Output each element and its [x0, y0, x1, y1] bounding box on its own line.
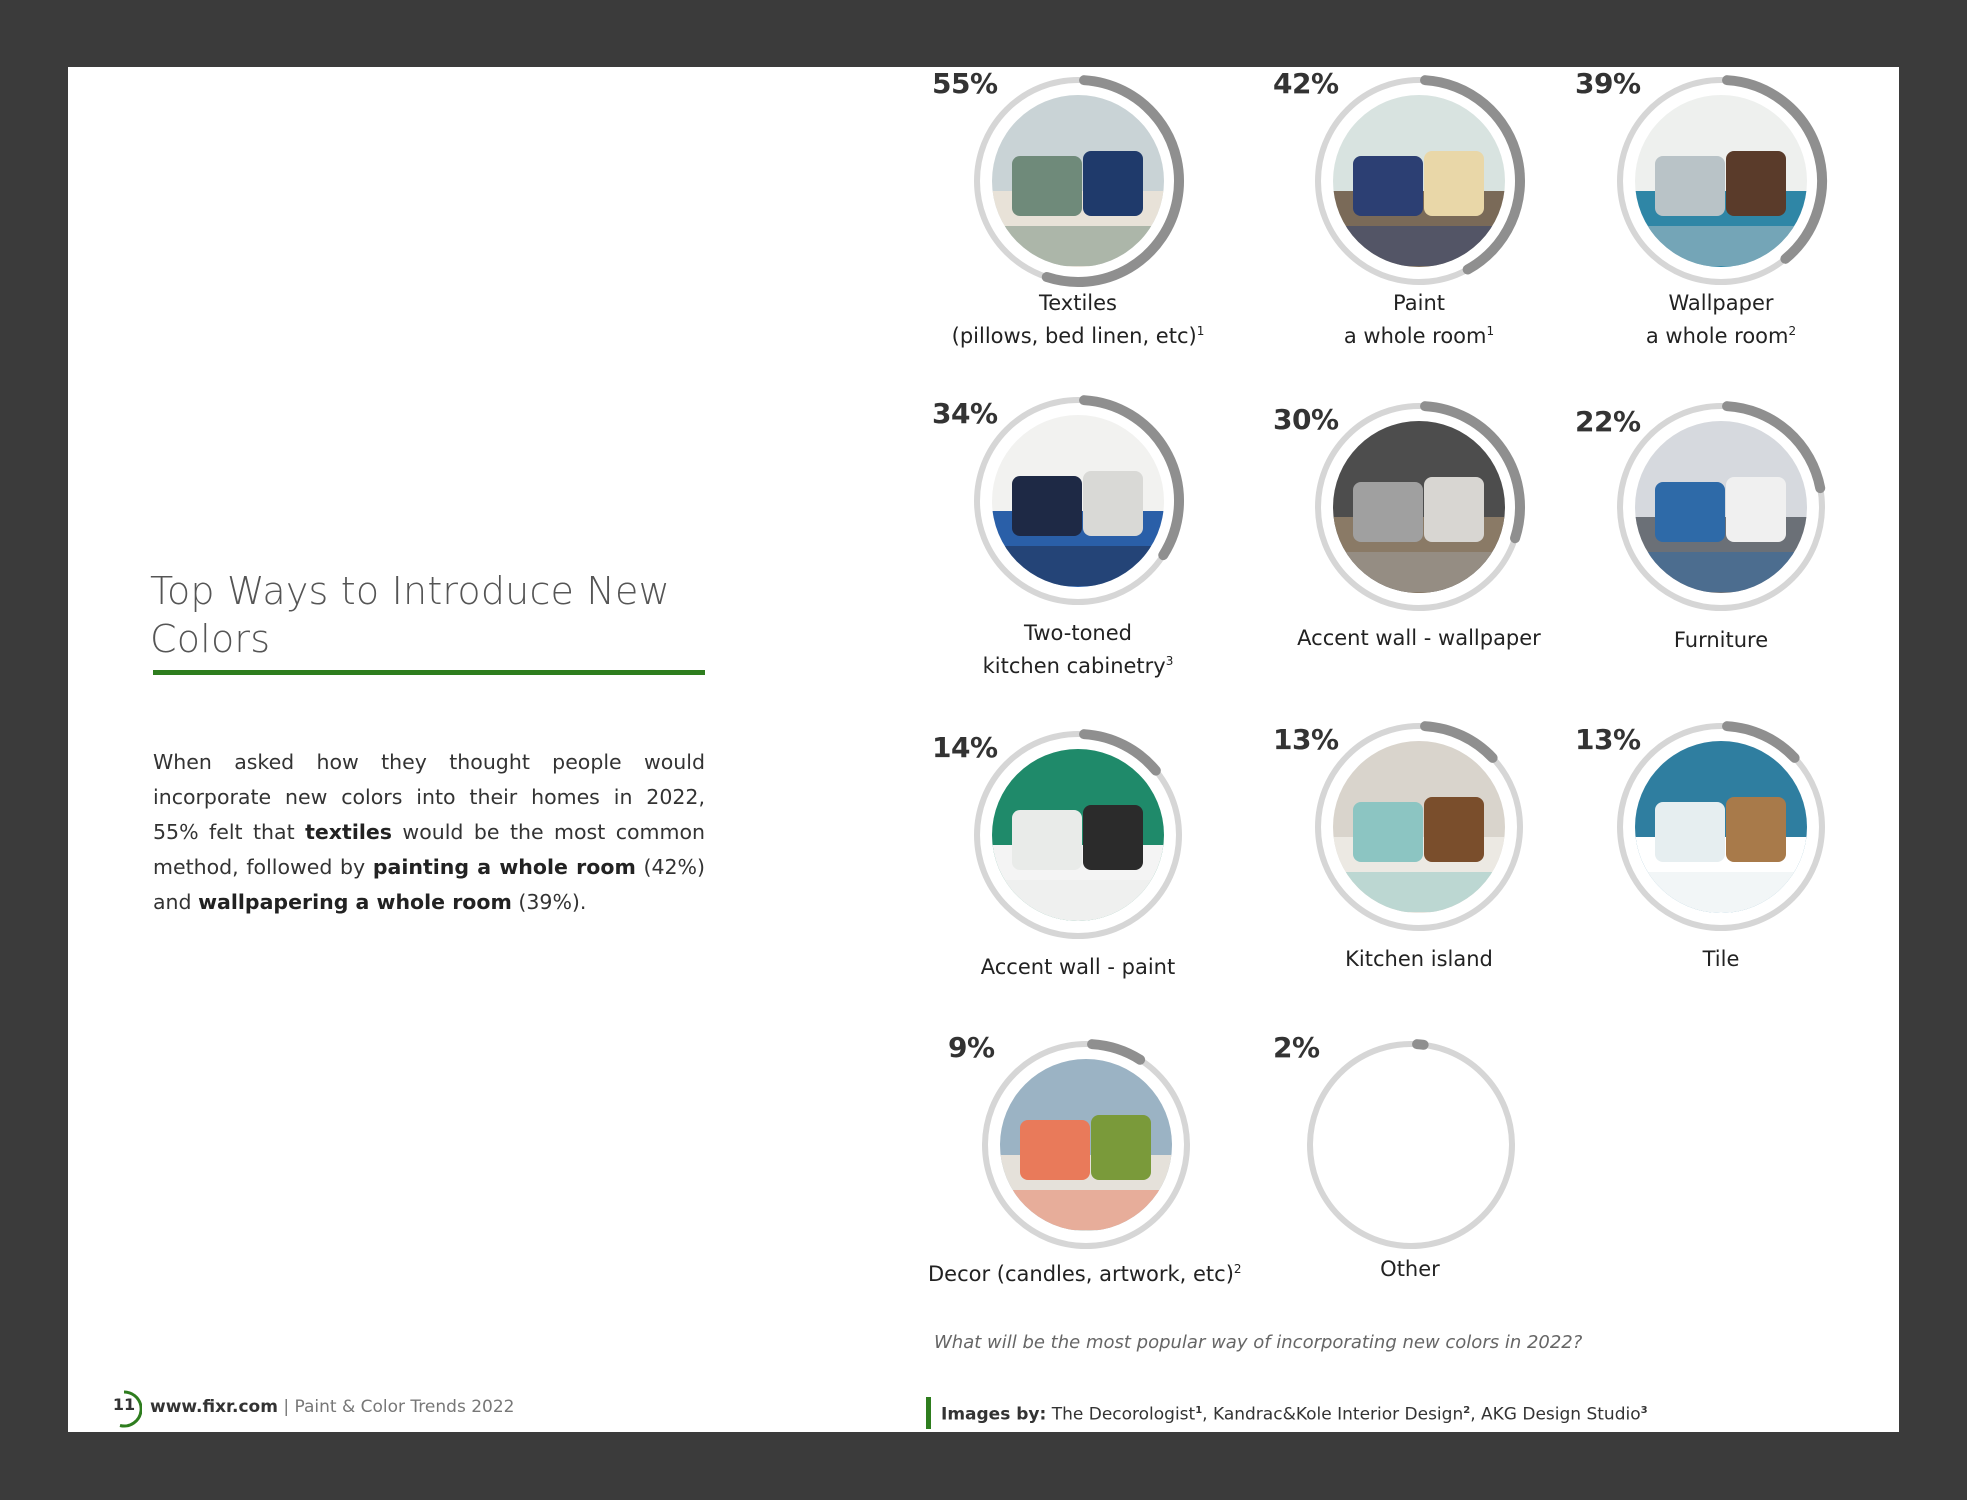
donut-ring — [1605, 393, 1837, 618]
item-label: Two-toned kitchen cabinetry$^3$ — [982, 621, 1174, 678]
publication-name: Paint & Color Trends 2022 — [294, 1397, 515, 1417]
ring-track — [1310, 1044, 1512, 1246]
tile-backsplash-photo — [1635, 741, 1807, 923]
image-credits: Images by: The Decorologist$^1$, Kandrac&Kole Interior Design$^2$, AKG Design Studio$^3$ — [926, 1397, 1648, 1429]
donut-ring — [970, 1031, 1202, 1256]
intro-paragraph: When asked how they thought people would incorporate new colors into their homes in 2022, 55% felt that textiles would be the most common method, followed by painting a whole room (42%) and wallpapering a whole room (39%). — [153, 750, 706, 914]
donut-ring — [962, 67, 1194, 292]
ring-value-arc — [1417, 1044, 1424, 1045]
percent-label: 13% — [1273, 723, 1339, 756]
item-label: Other — [1380, 1257, 1440, 1281]
item-label: Decor (candles, artwork, etc)$^2$ — [928, 1262, 1242, 1286]
item-label: Tile — [1702, 947, 1740, 971]
kitchen-island-photo — [1333, 741, 1505, 923]
percent-label: 13% — [1575, 723, 1641, 756]
item-label: Paint a whole room$^1$ — [1343, 291, 1495, 348]
donut-ring — [1303, 713, 1535, 938]
title-underline — [153, 670, 705, 675]
percent-label: 14% — [932, 731, 998, 764]
wallpaper-hallway-photo — [1635, 95, 1807, 277]
page-number: 11 — [112, 1395, 136, 1414]
item-label: Accent wall - paint — [980, 955, 1176, 979]
footer-text: www.fixr.com | Paint & Color Trends 2022 — [150, 1397, 515, 1417]
section-title: Top Ways to Introduce New Colors — [150, 569, 670, 661]
green-bedroom-photo — [992, 749, 1164, 931]
ring-value-arc — [1092, 1044, 1140, 1060]
item-label: Kitchen island — [1345, 947, 1493, 971]
site-link[interactable]: www.fixr.com — [150, 1397, 278, 1417]
donut-ring — [962, 721, 1194, 946]
artwork-decor-photo — [1000, 1059, 1172, 1241]
donut-ring — [1295, 1031, 1527, 1256]
patterned-armchair-photo — [1635, 421, 1807, 603]
kitchen-cabinetry-photo — [992, 415, 1164, 597]
item-label: Furniture — [1673, 628, 1769, 652]
percent-label: 30% — [1273, 403, 1339, 436]
donut-ring — [1303, 67, 1535, 292]
living-room-photo — [1333, 95, 1505, 277]
percent-label: 22% — [1575, 405, 1641, 438]
donut-ring — [962, 387, 1194, 612]
percent-label: 2% — [1273, 1031, 1320, 1064]
item-label: Wallpaper a whole room$^2$ — [1645, 291, 1797, 348]
percent-label: 42% — [1273, 67, 1339, 100]
textile-pillows-photo — [992, 95, 1164, 277]
donut-ring — [1605, 67, 1837, 292]
percent-label: 34% — [932, 397, 998, 430]
donut-ring — [1303, 393, 1535, 618]
survey-question: What will be the most popular way of incorporating new colors in 2022? — [934, 1332, 1583, 1353]
percent-label: 39% — [1575, 67, 1641, 100]
report-page — [68, 67, 1899, 1432]
donut-ring — [1605, 713, 1837, 938]
bedroom-wallpaper-photo — [1333, 421, 1505, 603]
item-label: Accent wall - wallpaper — [1297, 626, 1541, 650]
percent-label: 55% — [932, 67, 998, 100]
item-label: Textiles (pillows, bed linen, etc)$^1$ — [951, 291, 1205, 348]
percent-label: 9% — [948, 1031, 995, 1064]
